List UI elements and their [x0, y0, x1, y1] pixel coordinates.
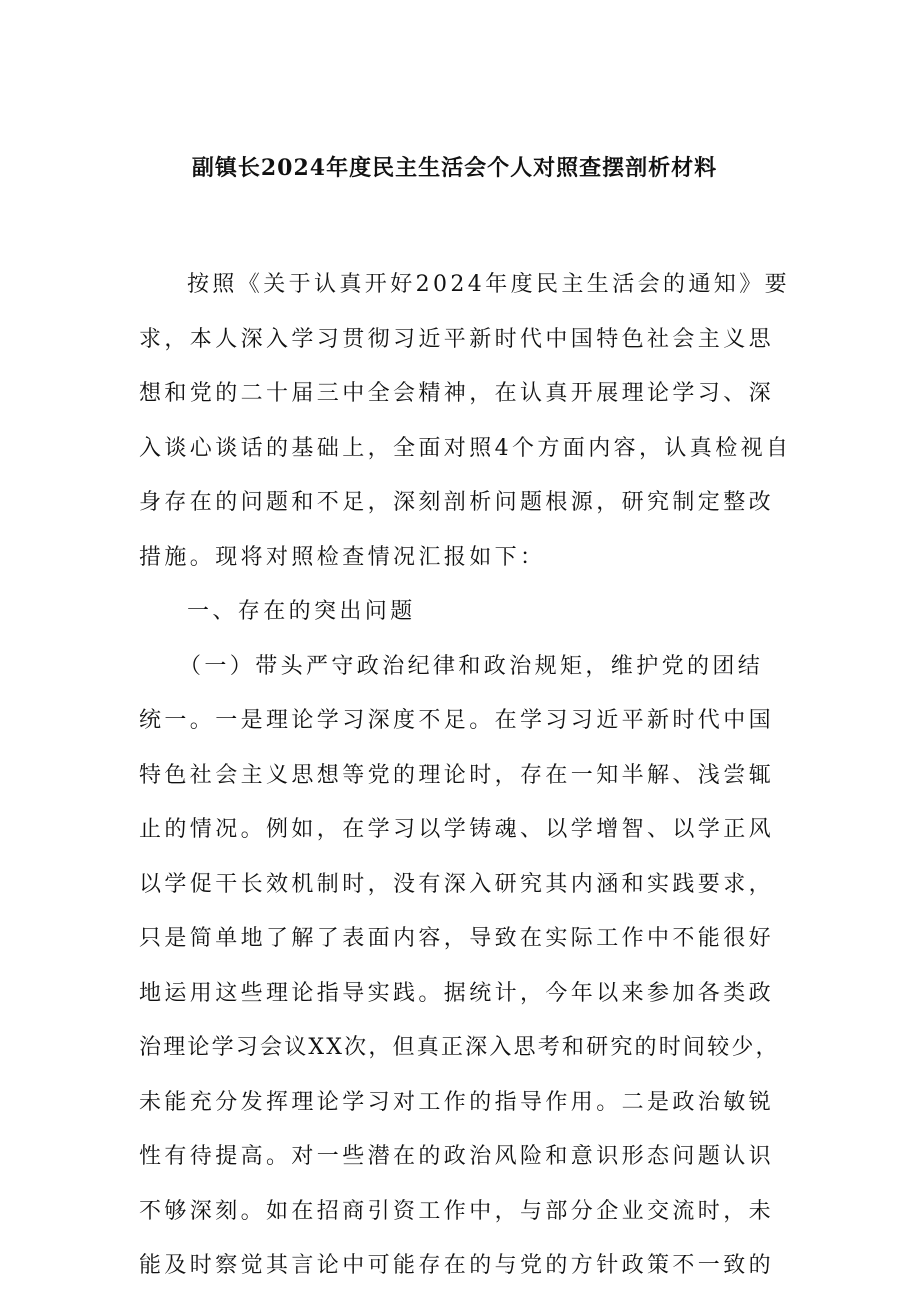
paragraph-line: 治理论学习会议XX次，但真正深入思考和研究的时间较少，	[139, 1035, 780, 1060]
paragraph-line: 不够深刻。如在招商引资工作中，与部分企业交流时，未	[139, 1198, 775, 1224]
paragraph-line: 以学促干长效机制时，没有深入研究其内涵和实践要求，	[139, 871, 775, 897]
document-title: 副镇长2024年度民主生活会个人对照查摆剖析材料	[191, 155, 718, 181]
paragraph-line: 求，本人深入学习贯彻习近平新时代中国特色社会主义思	[139, 326, 775, 352]
paragraph-line: 未能充分发挥理论学习对工作的指导作用。二是政治敏锐	[139, 1089, 775, 1115]
paragraph-line: 入谈心谈话的基础上，全面对照4个方面内容，认真检视自	[139, 435, 792, 461]
paragraph-line: （一）带头严守政治纪律和政治规矩，维护党的团结	[179, 653, 764, 679]
paragraph-line: 性有待提高。对一些潜在的政治风险和意识形态问题认识	[139, 1144, 775, 1169]
document-body	[139, 258, 792, 1294]
paragraph-line: 想和党的二十届三中全会精神，在认真开展理论学习、深	[139, 381, 775, 406]
paragraph-line: 只是简单地了解了表面内容，导致在实际工作中不能很好	[139, 926, 775, 951]
section-heading: 一、存在的突出问题	[187, 599, 416, 624]
paragraph-line: 按照《关于认真开好2024年度民主生活会的通知》要	[187, 272, 790, 297]
paragraph-line: 地运用这些理论指导实践。据统计，今年以来参加各类政	[139, 980, 775, 1006]
paragraph-line: 统一。一是理论学习深度不足。在学习习近平新时代中国	[139, 708, 775, 733]
paragraph-line: 身存在的问题和不足，深刻剖析问题根源，研究制定整改	[139, 490, 775, 515]
paragraph-line: 特色社会主义思想等党的理论时，存在一知半解、浅尝辄	[139, 762, 775, 788]
paragraph-line: 措施。现将对照检查情况汇报如下：	[139, 544, 546, 570]
paragraph-line: 能及时察觉其言论中可能存在的与党的方针政策不一致的	[139, 1253, 775, 1278]
paragraph-line: 止的情况。例如，在学习以学铸魂、以学增智、以学正风	[139, 817, 775, 842]
